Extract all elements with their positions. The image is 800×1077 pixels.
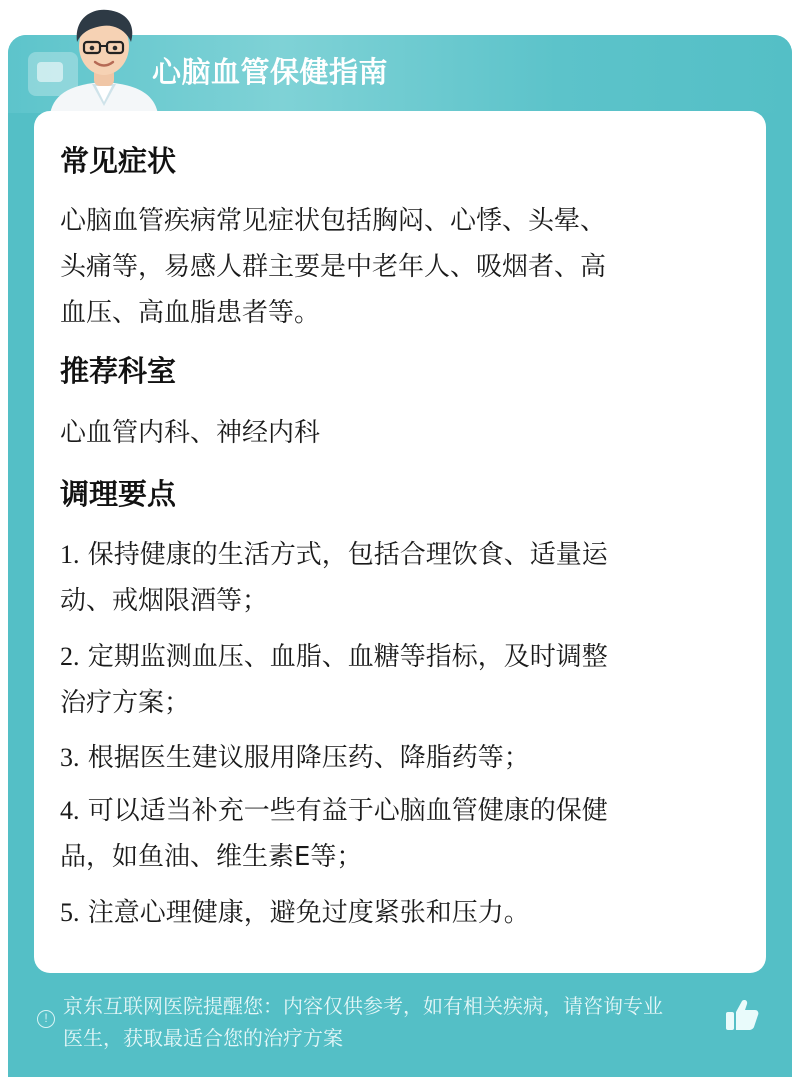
text-line: 心脑血管疾病常见症状包括胸闷、心悸、头晕、 xyxy=(60,206,607,236)
text-line: 保持健康的生活方式，包括合理饮食、适量运 xyxy=(87,540,608,570)
text-line: 血压、高血脂患者等。 xyxy=(60,298,321,328)
section-title-symptoms: 常见症状 xyxy=(60,144,177,178)
item-number: 1. xyxy=(60,540,80,569)
text-line: 根据医生建议服用降压药、降脂药等； xyxy=(87,743,530,773)
text-line: 定期监测血压、血脂、血糖等指标，及时调整 xyxy=(87,642,608,672)
text-line: 京东互联网医院提醒您：内容仅供参考，如有相关疾病，请咨询专业 xyxy=(63,994,663,1018)
item-number: 4. xyxy=(60,796,80,825)
item-number: 3. xyxy=(60,743,80,772)
list-item xyxy=(60,890,736,936)
text-line: 注意心理健康，避免过度紧张和压力。 xyxy=(87,898,530,928)
list-item xyxy=(60,735,736,781)
info-icon: ! xyxy=(37,1010,55,1028)
departments-text xyxy=(60,410,736,456)
symptoms-text xyxy=(60,198,736,336)
list-item xyxy=(60,532,736,624)
text-line: 医生，获取最适合您的治疗方案 xyxy=(63,1026,343,1050)
list-item xyxy=(60,788,736,880)
doctor-avatar-icon xyxy=(44,6,164,114)
thumbs-up-icon[interactable] xyxy=(724,998,760,1032)
text-line: 动、戒烟限酒等； xyxy=(60,586,269,616)
disclaimer-text xyxy=(63,990,728,1054)
section-title-care-points: 调理要点 xyxy=(60,477,177,511)
text-line: 治疗方案； xyxy=(60,688,191,718)
item-number: 5. xyxy=(60,898,80,927)
text-line: 头痛等，易感人群主要是中老年人、吸烟者、高 xyxy=(60,252,607,282)
text-line: 心血管内科、神经内科 xyxy=(60,418,321,448)
page-title: 心脑血管保健指南 xyxy=(152,55,389,89)
section-title-departments: 推荐科室 xyxy=(60,354,177,388)
text-line: 可以适当补充一些有益于心脑血管健康的保健 xyxy=(87,796,608,826)
item-number: 2. xyxy=(60,642,80,671)
list-item xyxy=(60,634,736,726)
text-line: 品，如鱼油、维生素E等； xyxy=(60,842,363,872)
